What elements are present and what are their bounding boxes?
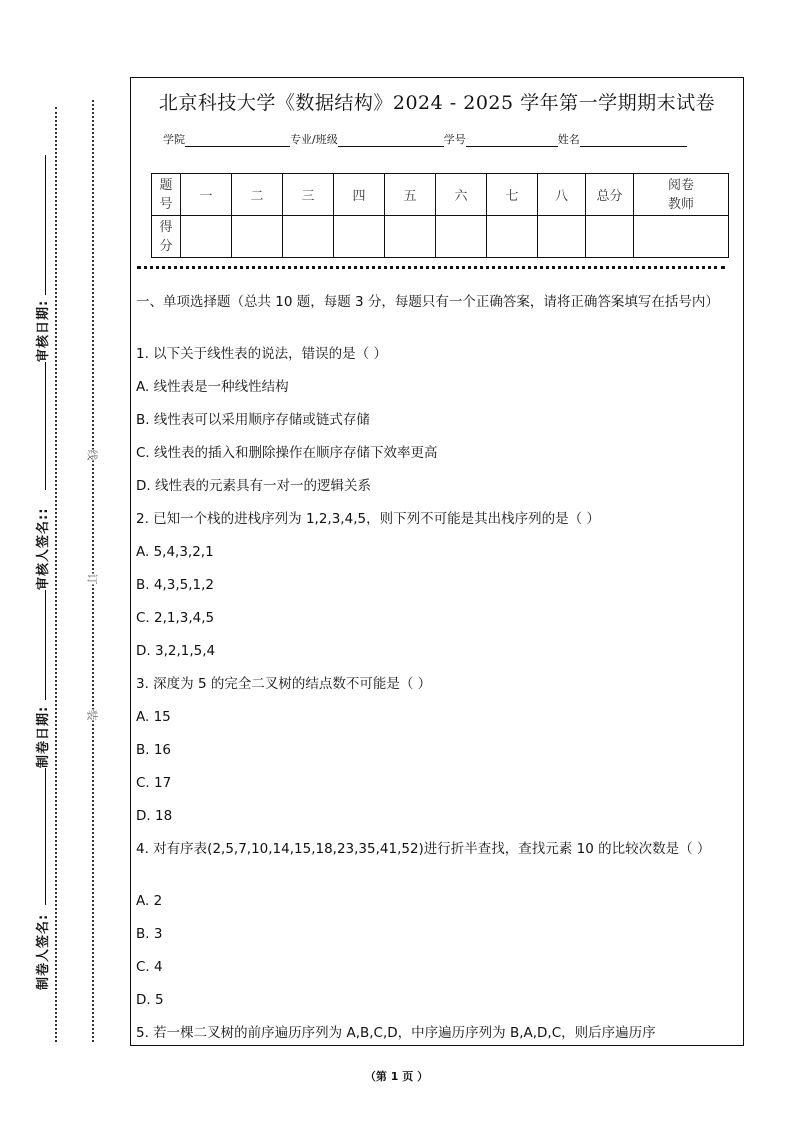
college-label: 学院 [163,133,185,146]
outer-dotted-line [55,107,57,1042]
score-cell-6[interactable] [436,216,487,258]
score-cell-8[interactable] [538,216,586,258]
score-cell-total[interactable] [586,216,634,258]
page-number: （第 1 页 ） [364,1070,429,1083]
score-row-header: 得 分 [152,216,181,258]
question-5-stem: 5. 若一棵二叉树的前序遍历序列为 A,B,C,D，中序遍历序列为 B,A,D,C，则后序遍历序 [136,1025,656,1041]
score-cell-3[interactable] [283,216,334,258]
inner-dotted-line [92,100,94,1042]
preparer-signature-label: 制卷人签名: [36,913,51,990]
question-1-option-c: C. 线性表的插入和删除操作在顺序存储下效率更高 [136,445,438,461]
student-id-label: 学号 [443,133,466,146]
question-1-option-a: A. 线性表是一种线性结构 [136,379,289,395]
exam-page-frame [130,77,744,1046]
name-field[interactable] [580,134,687,147]
col-8-header: 八 [538,174,586,216]
student-info-row [163,131,687,147]
question-4-stem: 4. 对有序表(2,5,7,10,14,15,18,23,35,41,52)进行折半查找，查找元素 10 的比较次数是（ ） [136,841,711,857]
question-4-option-b: B. 3 [136,926,163,942]
question-1-option-d: D. 线性表的元素具有一对一的逻辑关系 [136,478,371,494]
question-3-option-a: A. 15 [136,709,171,725]
col-4-header: 四 [334,174,385,216]
score-cell-4[interactable] [334,216,385,258]
binding-mark-staple: 订 [85,573,99,585]
binding-mark-line: 线 [85,449,99,461]
binding-mark-bind: 装 [85,709,99,721]
score-table [151,173,729,258]
question-3-option-b: B. 16 [136,742,172,758]
question-3-option-c: C. 17 [136,775,172,791]
signature-line [45,768,46,905]
question-2-option-b: B. 4,3,5,1,2 [136,577,214,593]
score-cell-reviewer[interactable] [634,216,729,258]
review-date-label: 审核日期: [36,299,51,362]
question-1-option-b: B. 线性表可以采用顺序存储或链式存储 [136,412,370,428]
score-cell-2[interactable] [232,216,283,258]
question-2-option-c: C. 2,1,3,4,5 [136,610,215,626]
signature-line [45,590,46,700]
exam-title: 北京科技大学《数据结构》2024 - 2025 学年第一学期期末试卷 [158,92,716,114]
question-3-stem: 3. 深度为 5 的完全二叉树的结点数不可能是（ ） [136,676,432,692]
signature-line [45,155,46,295]
col-3-header: 三 [283,174,334,216]
name-label: 姓名 [557,133,580,146]
score-cell-7[interactable] [487,216,538,258]
reviewer-header: 阅卷 教师 [634,174,729,216]
dotted-separator [137,266,725,269]
question-3-option-d: D. 18 [136,808,173,824]
col-2-header: 二 [232,174,283,216]
college-field[interactable] [185,134,290,147]
question-4-option-c: C. 4 [136,959,163,975]
col-1-header: 一 [181,174,232,216]
question-2-stem: 2. 已知一个栈的进栈序列为 1,2,3,4,5，则下列不可能是其出栈序列的是（ ） [136,511,600,527]
score-cell-5[interactable] [385,216,436,258]
question-2-option-a: A. 5,4,3,2,1 [136,544,214,560]
col-6-header: 六 [436,174,487,216]
col-7-header: 七 [487,174,538,216]
question-number-header: 题 号 [152,174,181,216]
reviewer-signature-label: 审核人签名:: [36,507,51,590]
question-2-option-d: D. 3,2,1,5,4 [136,643,216,659]
total-score-header: 总分 [586,174,634,216]
major-class-label: 专业/班级 [290,133,338,146]
score-table-score-row [152,216,729,258]
question-4-option-a: A. 2 [136,893,163,909]
question-1-stem: 1. 以下关于线性表的说法，错误的是（ ） [136,346,387,362]
student-id-field[interactable] [466,134,558,147]
major-class-field[interactable] [338,134,444,147]
score-table-header-row [152,174,729,216]
prep-date-label: 制卷日期: [36,705,51,768]
score-cell-1[interactable] [181,216,232,258]
col-5-header: 五 [385,174,436,216]
signature-line [45,362,46,490]
section-heading: 一、单项选择题（总共 10 题，每题 3 分，每题只有一个正确答案，请将正确答案填写在括号内） [136,294,719,310]
question-4-option-d: D. 5 [136,992,164,1008]
